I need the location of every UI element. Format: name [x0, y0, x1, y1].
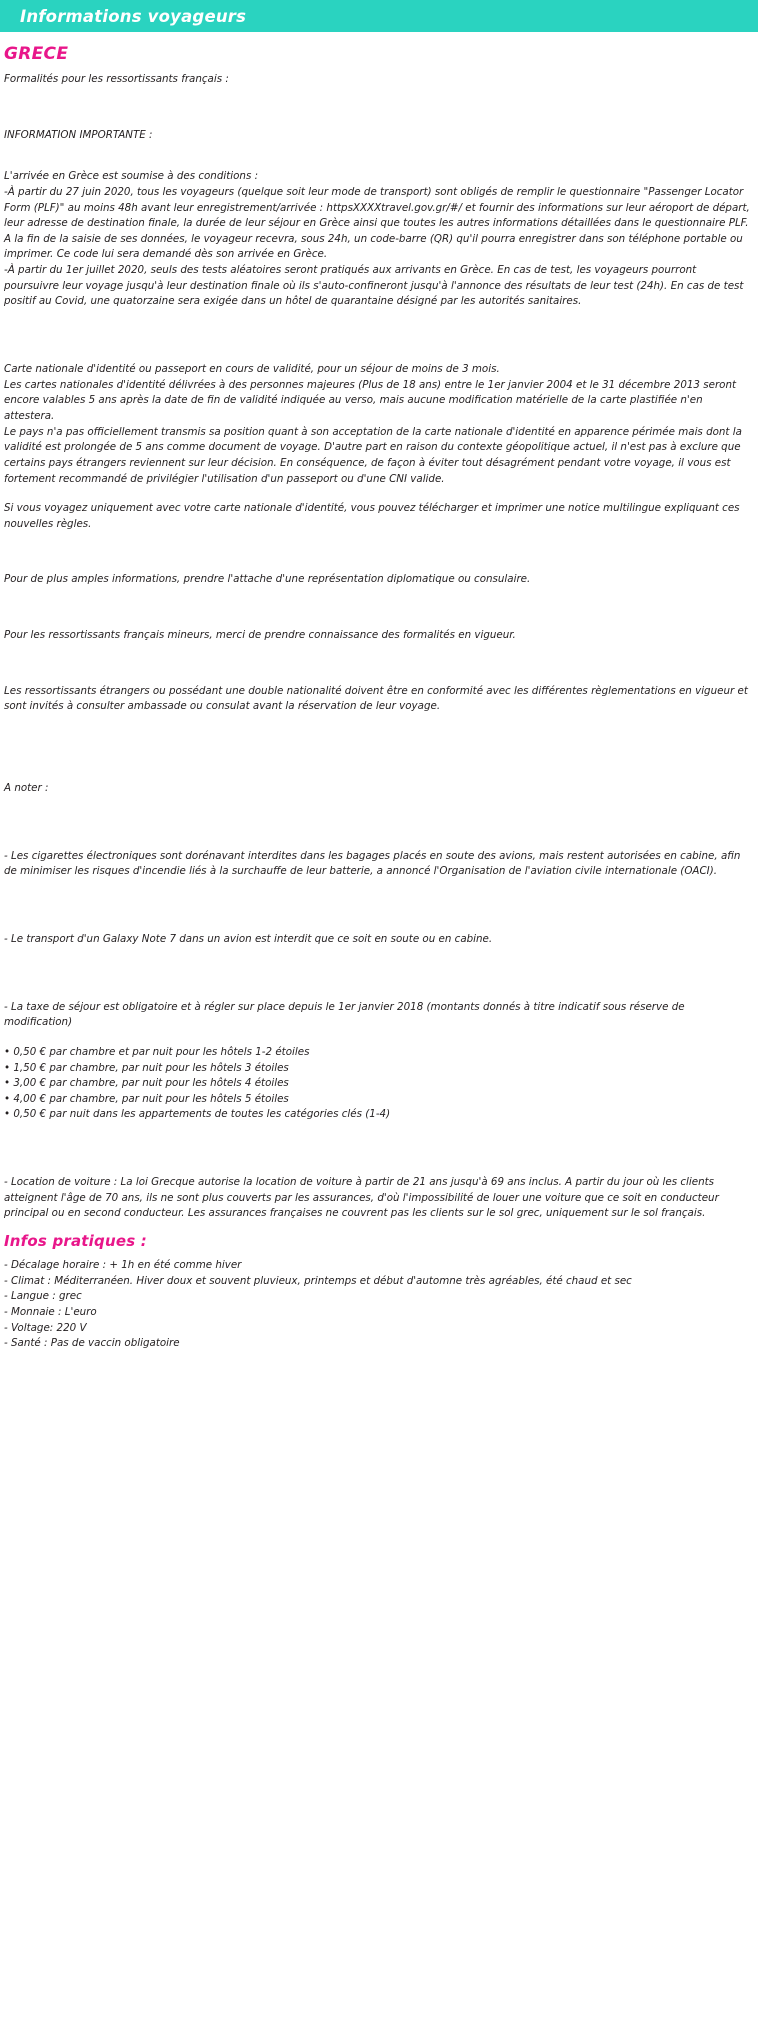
identity-line-1: Carte nationale d'identité ou passeport en cours de validité, pour un séjour de moins de 3 mois. [4, 363, 500, 376]
list-item: • 1,50 € par chambre, par nuit pour les hôtels 3 étoiles [4, 1061, 289, 1074]
important-line-2: -À partir du 27 juin 2020, tous les voyageurs (quelque soit leur mode de transport) sont obligés de remplir le questionnaire "Passenger Locator Form (PLF)" au moins 48h avant leur enregistrement/arrivée : httpsXXXXtravel.gov.gr/#/ et fournir des informations sur leur aéroport de départ, leur adresse de destination finale, la durée de leur séjour en Grèce ainsi que toutes les autres informations détaillées dans le questionnaire PLF. A la fin de la saisie de ses données, le voyageur recevra, sous 24h, un code-barre (QR) qu'il pourra enregistrer dans son téléphone portable ou imprimer. Ce code lui sera demandé dès son arrivée en Grèce. [4, 185, 750, 261]
document-body [0, 32, 758, 1362]
formalities-intro: Formalités pour les ressortissants français : [4, 73, 229, 85]
minors-advice: Pour les ressortissants français mineurs, merci de prendre connaissance des formalités en vigueur. [4, 629, 516, 642]
page-title: Informations voyageurs [20, 6, 247, 26]
list-item: - Monnaie : L'euro [4, 1305, 97, 1318]
practical-info-list [4, 1258, 752, 1352]
identity-line-3: Le pays n'a pas officiellement transmis sa position quant à son acceptation de la carte nationale d'identité en apparence périmée mais dont la validité est prolongée de 5 ans comme document de voyage. D'autre part en raison du contexte géopolitique actuel, il n'est pas à exclure que certains pays étrangers reviennent sur leur décision. En conséquence, de façon à éviter tout désagrément pendant votre voyage, il vous est fortement recommandé de privilégier l'utilisation d'un passeport ou d'une CNI valide. [4, 425, 742, 485]
identity-line-2: Les cartes nationales d'identité délivrées à des personnes majeures (Plus de 18 ans) entre le 1er janvier 2004 et le 31 décembre 2013 seront encore valables 5 ans après la date de fin de validité indiquée au verso, mais aucune modification matérielle de la carte plastifiée n'en attestera. [4, 378, 737, 422]
list-item: • 0,50 € par chambre et par nuit pour les hôtels 1-2 étoiles [4, 1045, 310, 1058]
list-item: - Climat : Méditerranéen. Hiver doux et souvent pluvieux, printemps et début d'automne très agréables, été chaud et sec [4, 1274, 632, 1287]
important-heading: INFORMATION IMPORTANTE : [4, 128, 153, 141]
list-item: - Décalage horaire : + 1h en été comme hiver [4, 1258, 242, 1271]
list-item: - Santé : Pas de vaccin obligatoire [4, 1337, 180, 1350]
important-line-3: -À partir du 1er juillet 2020, seuls des tests aléatoires seront pratiqués aux arrivants en Grèce. En cas de test, les voyageurs pourront poursuivre leur voyage jusqu'à leur destination finale où ils s'auto-confineront jusqu'à l'annonce des résultats de leur test (24h). En cas de test positif au Covid, une quatorzaine sera exigée dans un hôtel de quarantaine désigné par les autorités sanitaires. [4, 264, 744, 308]
country-title: GRECE [4, 44, 69, 64]
list-item: • 0,50 € par nuit dans les appartements de toutes les catégories clés (1-4) [4, 1108, 391, 1121]
tax-bullet-list [4, 1045, 752, 1123]
diplomatic-advice: Pour de plus amples informations, prendre l'attache d'une représentation diplomatique ou consulaire. [4, 573, 531, 586]
list-item: • 3,00 € par chambre, par nuit pour les hôtels 4 étoiles [4, 1077, 289, 1090]
important-line-1: L'arrivée en Grèce est soumise à des conditions : [4, 170, 259, 183]
list-item: - Voltage: 220 V [4, 1321, 87, 1334]
note-item-2: - Le transport d'un Galaxy Note 7 dans un avion est interdit que ce soit en soute ou en cabine. [4, 932, 493, 945]
car-rental-note: - Location de voiture : La loi Grecque autorise la location de voiture à partir de 21 ans jusqu'à 69 ans inclus. A partir du jour où les clients atteignent l'âge de 70 ans, ils ne sont plus couverts par les assurances, d'où l'impossibilité de louer une voiture que ce soit en conducteur principal ou en second conducteur. Les assurances françaises ne couvrent pas les clients sur le sol grec, uniquement sur le sol français. [4, 1176, 719, 1220]
foreigners-advice: Les ressortissants étrangers ou possédant une double nationalité doivent être en conformité avec les différentes règlementations en vigueur et sont invités à consulter ambassade ou consulat avant la réservation de leur voyage. [4, 684, 748, 713]
document-header [0, 0, 758, 32]
list-item: - Langue : grec [4, 1290, 82, 1303]
note-item-3: - La taxe de séjour est obligatoire et à régler sur place depuis le 1er janvier 2018 (montants donnés à titre indicatif sous réserve de modification) [4, 1000, 685, 1029]
note-item-1: - Les cigarettes électroniques sont dorénavant interdites dans les bagages placés en soute des avions, mais restent autorisées en cabine, afin de minimiser les risques d'incendie liés à la surchauffe de leur batterie, a annoncé l'Organisation de l'aviation civile internationale (OACI). [4, 849, 741, 878]
list-item: • 4,00 € par chambre, par nuit pour les hôtels 5 étoiles [4, 1092, 289, 1105]
notes-heading: A noter : [4, 782, 49, 795]
identity-notice: Si vous voyagez uniquement avec votre carte nationale d'identité, vous pouvez télécharger et imprimer une notice multilingue expliquant ces nouvelles règles. [4, 502, 740, 530]
practical-info-title: Infos pratiques : [4, 1231, 147, 1250]
